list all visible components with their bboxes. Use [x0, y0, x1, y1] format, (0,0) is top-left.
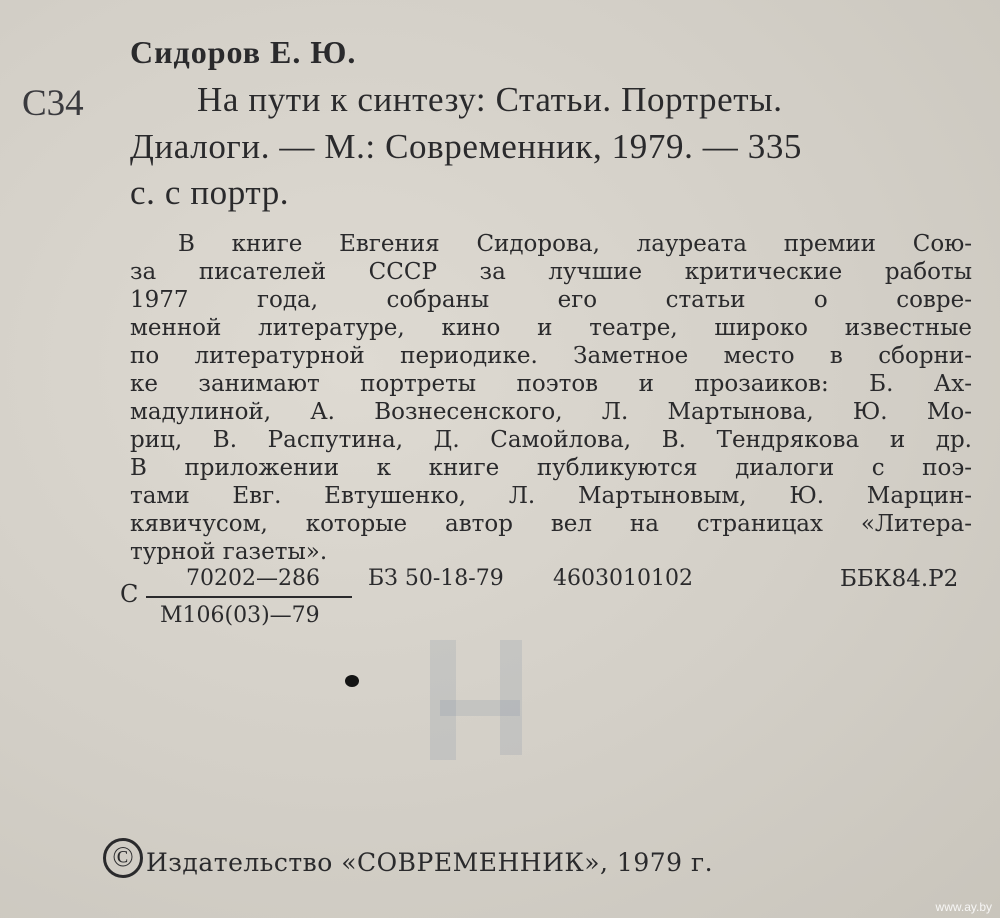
annotation-line: менной литературе, кино и театре, широко известные — [130, 315, 972, 341]
title-line: с. с портр. — [130, 173, 290, 212]
bleed-through-mark — [500, 640, 522, 755]
annotation-line: мадулиной, А. Вознесенского, Л. Мартынова, Ю. Мо- — [130, 399, 972, 425]
author-name: Сидоров Е. Ю. — [130, 34, 357, 70]
annotation-line: по литературной периодике. Заметное место в сборни- — [130, 343, 972, 369]
catalog-numerator: 70202—286 — [186, 566, 320, 591]
annotation-line: ке занимают портреты поэтов и прозаиков: Б. Ах- — [130, 371, 972, 397]
watermark: www.ay.by — [935, 900, 992, 914]
title-line: Диалоги. — М.: Современник, 1979. — 335 — [130, 127, 803, 166]
bleed-through-mark — [440, 700, 520, 716]
annotation-line: кявичусом, которые автор вел на страницах «Литера- — [130, 511, 972, 537]
annotation-line: тами Евг. Евтушенко, Л. Мартыновым, Ю. Марцин- — [130, 483, 972, 509]
catalog-letter: С — [120, 580, 139, 608]
ink-dot — [345, 675, 359, 687]
copyright-icon: © — [103, 838, 143, 878]
annotation-line: за писателей СССР за лучшие критические работы — [130, 259, 972, 285]
catalog-code: С34 — [22, 83, 84, 124]
annotation-line: турной газеты». — [130, 539, 328, 565]
catalog-denominator: М106(03)—79 — [160, 603, 320, 628]
annotation-line: В книге Евгения Сидорова, лауреата премии Сою- — [178, 231, 972, 257]
catalog-bz: БЗ 50-18-79 — [368, 566, 504, 591]
fraction-bar — [146, 596, 352, 598]
annotation-line: 1977 года, собраны его статьи о совре- — [130, 287, 972, 313]
catalog-bbk: ББК84.Р2 — [840, 566, 959, 592]
title-line: На пути к синтезу: Статьи. Портреты. — [197, 80, 783, 119]
publisher-line: Издательство «СОВРЕМЕННИК», 1979 г. — [146, 848, 714, 877]
catalog-number: 4603010102 — [553, 566, 693, 591]
annotation-line: риц, В. Распутина, Д. Самойлова, В. Тендрякова и др. — [130, 427, 972, 453]
annotation-line: В приложении к книге публикуются диалоги с поэ- — [130, 455, 972, 481]
